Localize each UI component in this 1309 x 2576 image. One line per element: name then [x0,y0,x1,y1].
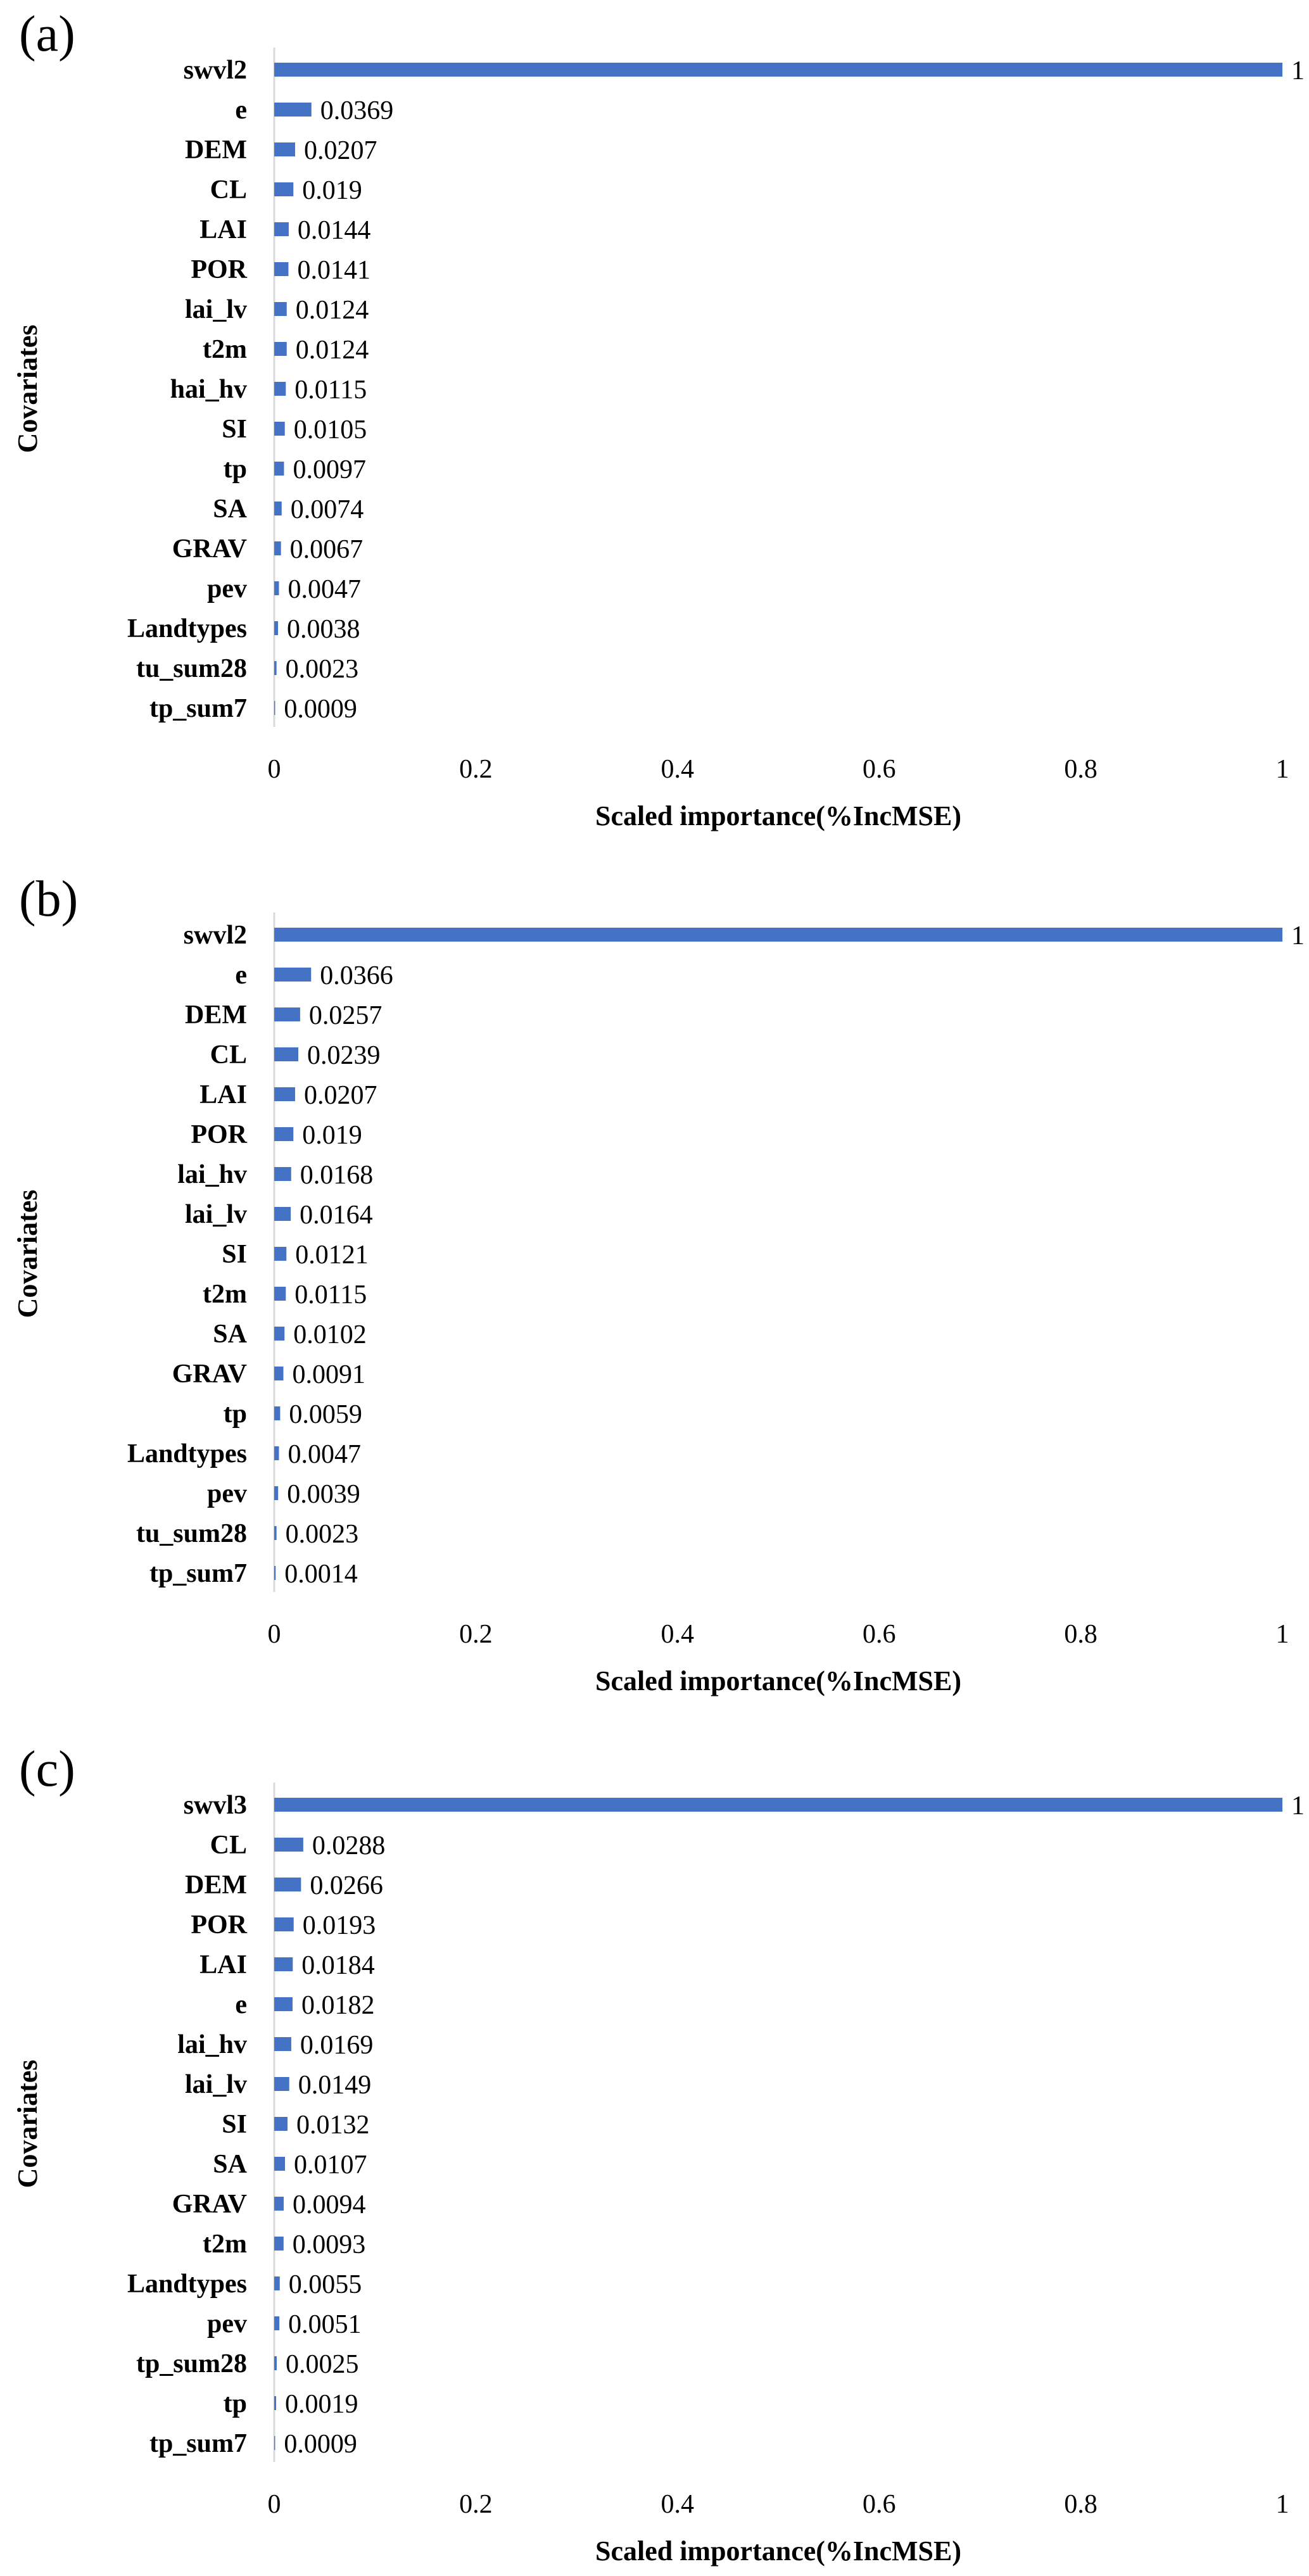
data-label: 0.0039 [287,1480,360,1509]
bar [274,2237,284,2251]
category-label: hai_hv [170,375,247,404]
category-label: tp_sum28 [136,2349,247,2378]
category-label: GRAV [172,1360,247,1389]
bar [274,1207,291,1221]
data-label: 0.0168 [300,1161,374,1190]
bar [274,1798,1282,1812]
category-label: Landtypes [127,2270,247,2299]
category-label: lai_hv [177,1160,247,1189]
category-label: pev [207,1479,247,1508]
data-label: 0.0115 [294,376,367,405]
data-label: 0.0067 [289,535,364,564]
bar [274,2356,277,2370]
data-label: 0.0164 [300,1201,373,1230]
category-label: SI [222,2110,247,2139]
chart-panel-3 [12,1741,1305,2567]
category-label: tp_sum7 [149,1559,247,1588]
x-tick-label: 0.8 [1064,755,1097,784]
bar [274,2037,291,2051]
x-tick-label: 1 [1275,755,1289,784]
bar [274,2197,284,2211]
x-tick-label: 0.8 [1064,2490,1097,2519]
bar [274,182,293,196]
data-label: 0.0169 [300,2031,374,2060]
category-label: SI [222,1240,247,1269]
data-label: 0.0047 [288,575,361,604]
bar [274,2316,279,2330]
data-label: 0.0025 [285,2350,359,2379]
bar [274,502,282,515]
x-tick-label: 0 [267,755,281,784]
bar [274,1486,278,1500]
category-label: tp_sum7 [149,2429,247,2458]
category-label: swvl2 [183,921,247,950]
data-label: 0.0288 [312,1831,386,1860]
data-label: 0.0009 [284,2430,357,2459]
panel-label: (c) [19,1741,75,1797]
category-label: LAI [199,215,247,244]
data-label: 0.0207 [303,1081,377,1110]
category-label: DEM [185,1871,247,1900]
bar [274,2157,285,2171]
data-label: 0.0184 [301,1951,375,1980]
category-label: CL [210,175,247,205]
category-label: POR [191,1120,247,1149]
data-label: 0.0059 [289,1400,362,1429]
category-label: tp_sum7 [149,694,247,723]
bar [274,1997,293,2011]
data-label: 0.0107 [294,2150,367,2180]
category-label: SI [222,415,247,444]
data-label: 0.0121 [295,1241,369,1270]
bar [274,1327,284,1341]
category-label: SA [213,2150,247,2179]
category-label: lai_lv [184,295,247,324]
x-tick-label: 0.2 [459,755,493,784]
data-label: 0.0366 [320,961,393,990]
category-label: SA [213,495,247,524]
data-label: 0.0182 [301,1991,375,2020]
category-label: GRAV [172,534,247,564]
category-label: CL [210,1040,247,1070]
category-label: GRAV [172,2190,247,2219]
chart-panel-1 [12,6,1305,831]
data-label: 0.0115 [294,1280,367,1310]
category-label: lai_hv [177,2030,247,2059]
category-label: DEM [185,136,247,165]
data-label: 0.019 [302,176,362,205]
category-label: POR [191,1910,247,1940]
bar [274,142,295,156]
bar [274,2077,289,2091]
data-label: 0.0023 [285,655,359,684]
bar [274,1367,283,1380]
bar [274,2436,275,2450]
data-label: 1 [1291,56,1305,85]
bar [274,1247,286,1261]
x-tick-label: 0 [267,1620,281,1649]
category-label: t2m [203,335,247,364]
panel-label: (a) [19,6,75,62]
category-label: CL [210,1831,247,1860]
y-axis-title: Covariates [12,1189,43,1318]
x-tick-label: 0.4 [661,755,695,784]
x-axis-title: Scaled importance(%IncMSE) [595,800,962,831]
bar [274,541,281,555]
category-label: t2m [203,2230,247,2259]
category-label: e [235,1990,247,2019]
bar [274,2396,276,2410]
category-label: e [235,961,247,990]
data-label: 0.0019 [285,2390,358,2419]
data-label: 0.0266 [310,1871,383,1900]
bar [274,661,277,675]
bar [274,63,1282,77]
bar [274,262,288,276]
bar [274,968,311,982]
data-label: 0.0038 [287,615,360,644]
category-label: e [235,96,247,125]
data-label: 0.0094 [292,2190,366,2219]
data-label: 0.0141 [297,256,370,285]
category-label: LAI [199,1950,247,1979]
bar [274,1287,286,1301]
data-label: 0.0074 [290,495,364,524]
category-label: tp [223,2389,247,2418]
data-label: 0.0009 [284,695,357,724]
data-label: 0.0105 [293,415,367,445]
bar [274,1917,294,1931]
data-label: 0.0102 [293,1320,367,1349]
bar [274,2117,288,2131]
x-tick-label: 1 [1275,1620,1289,1649]
x-tick-label: 0.4 [661,2490,695,2519]
bar [274,928,1282,942]
data-label: 0.0023 [285,1520,359,1549]
y-axis-title: Covariates [12,2059,43,2188]
x-tick-label: 0.6 [862,1620,896,1649]
data-label: 0.0207 [303,136,377,165]
data-label: 0.0369 [320,96,394,125]
bar [274,581,279,595]
bar [274,1446,279,1460]
chart-panel-2 [12,871,1305,1696]
bar [274,1406,280,1420]
bar [274,2276,280,2290]
x-tick-label: 0.8 [1064,1620,1097,1649]
category-label: lai_lv [184,2070,247,2099]
bar [274,1087,295,1101]
x-tick-label: 0.4 [661,1620,695,1649]
data-label: 0.019 [302,1121,362,1150]
x-axis-title: Scaled importance(%IncMSE) [595,1665,962,1696]
data-label: 0.0091 [292,1360,365,1389]
bar [274,1167,291,1181]
bar [274,1566,275,1580]
data-label: 0.0132 [296,2111,370,2140]
bar [274,462,284,476]
category-label: SA [213,1320,247,1349]
data-label: 0.0257 [308,1001,383,1030]
category-label: t2m [203,1280,247,1309]
bar [274,1526,277,1540]
category-label: tu_sum28 [136,1519,247,1548]
category-label: LAI [199,1080,247,1109]
x-tick-label: 0 [267,2490,281,2519]
bar [274,1127,293,1141]
category-label: tu_sum28 [136,654,247,683]
bar [274,1047,298,1061]
data-label: 0.0124 [295,336,369,365]
bar [274,422,285,436]
bar [274,701,275,715]
category-label: tp [223,1399,247,1429]
category-label: Landtypes [127,614,247,643]
category-label: lai_lv [184,1200,247,1229]
data-label: 0.0193 [302,1911,376,1940]
category-label: pev [207,574,247,603]
bar [274,382,286,396]
category-label: POR [191,255,247,284]
panel-label: (b) [19,871,79,927]
bar [274,222,289,236]
bar [274,1838,303,1852]
data-label: 0.0149 [298,2071,372,2100]
x-tick-label: 0.6 [862,2490,896,2519]
data-label: 0.0051 [288,2310,362,2339]
x-tick-label: 0.2 [459,1620,493,1649]
data-label: 1 [1291,1791,1305,1821]
y-axis-title: Covariates [12,324,43,453]
data-label: 0.0055 [288,2270,362,2299]
category-label: tp [223,455,247,484]
data-label: 0.0144 [297,216,371,245]
category-label: Landtypes [127,1439,247,1468]
bar [274,342,287,356]
bar [274,103,312,117]
bar [274,1957,293,1971]
data-label: 1 [1291,921,1305,950]
data-label: 0.0097 [293,455,366,484]
x-tick-label: 0.6 [862,755,896,784]
category-label: swvl3 [183,1791,247,1820]
data-label: 0.0047 [288,1440,361,1469]
x-axis-title: Scaled importance(%IncMSE) [595,2535,962,2567]
category-label: pev [207,2309,247,2339]
x-tick-label: 0.2 [459,2490,493,2519]
data-label: 0.0124 [295,296,369,325]
x-tick-label: 1 [1275,2490,1289,2519]
data-label: 0.0014 [284,1560,358,1589]
bar [274,1878,301,1891]
bar [274,1007,300,1021]
bar [274,621,278,635]
bar [274,302,287,316]
category-label: swvl2 [183,56,247,85]
category-label: DEM [185,1001,247,1030]
data-label: 0.0093 [292,2230,366,2259]
data-label: 0.0239 [307,1041,381,1070]
